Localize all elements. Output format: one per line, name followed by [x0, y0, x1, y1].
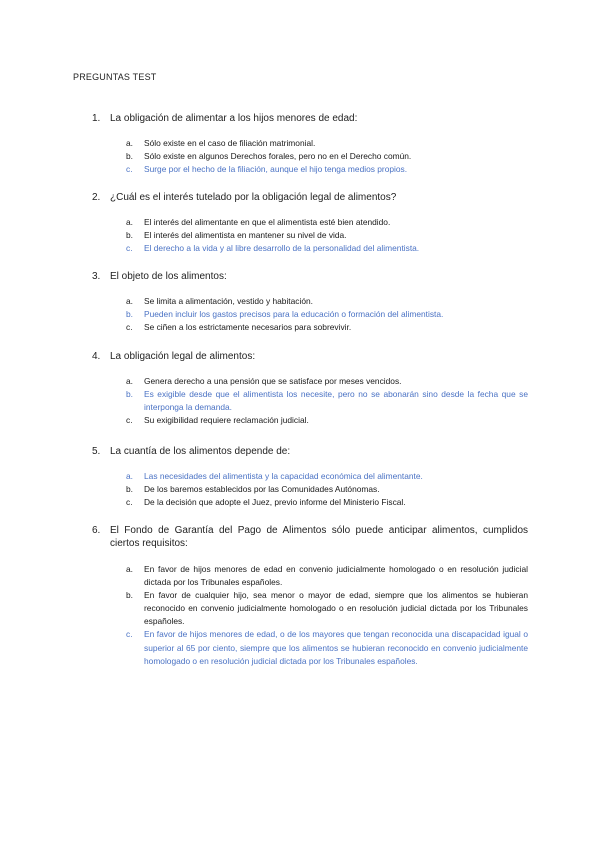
- question-text: El objeto de los alimentos:: [110, 271, 227, 282]
- option-text: De los baremos establecidos por las Comunidades Autónomas.: [144, 484, 380, 495]
- option-text: Pueden incluir los gastos precisos para la educación o formación del alimentista.: [144, 309, 444, 320]
- question-heading: [92, 270, 528, 283]
- question-text: El Fondo de Garantía del Pago de Alimentos sólo puede anticipar alimentos, cumplidos ciertos requisitos:: [110, 525, 528, 549]
- option-b: [126, 150, 528, 163]
- option-letter: b.: [126, 309, 133, 320]
- option-c-correct: [126, 242, 528, 255]
- option-letter: a.: [126, 376, 133, 386]
- option-a: [126, 563, 528, 589]
- question-2: [92, 191, 528, 255]
- option-text: En favor de hijos menores de edad, o de los mayores que tengan reconocida una discapacidad igual o superior al 65 por ciento, siempre que los alimentos se hubieran reconocido en convenio judicialmente homologado o en resolución judicial dictada por los Tribunales españoles.: [144, 629, 528, 666]
- option-text: Es exigible desde que el alimentista los necesite, pero no se abonarán sino desde la fecha que se interponga la demanda.: [144, 389, 528, 413]
- option-letter: c.: [126, 415, 133, 426]
- option-text: Sólo existe en el caso de filiación matrimonial.: [144, 138, 316, 148]
- options-list: [126, 375, 528, 427]
- option-a: [126, 295, 528, 308]
- option-letter: b.: [126, 389, 133, 400]
- option-c: [126, 321, 528, 334]
- option-text: Se limita a alimentación, vestido y habitación.: [144, 296, 313, 306]
- option-b-correct: [126, 388, 528, 414]
- question-text: La cuantía de los alimentos depende de:: [110, 446, 291, 457]
- option-a-correct: [126, 470, 528, 483]
- page-title: PREGUNTAS TEST: [73, 72, 157, 82]
- option-letter: a.: [126, 564, 133, 574]
- question-number: 3.: [92, 271, 101, 282]
- option-text: En favor de hijos menores de edad en convenio judicialmente homologado o en resolución judicial dictada por los Tribunales españoles.: [144, 564, 528, 588]
- option-c-correct: [126, 628, 528, 667]
- option-letter: c.: [126, 322, 133, 333]
- option-letter: b.: [126, 151, 133, 162]
- question-1: [92, 112, 528, 176]
- option-b: [126, 229, 528, 242]
- option-letter: b.: [126, 590, 133, 601]
- options-list: [126, 563, 528, 668]
- options-list: [126, 295, 528, 334]
- option-letter: c.: [126, 164, 133, 175]
- question-3: [92, 270, 528, 334]
- option-b: [126, 589, 528, 628]
- option-text: El derecho a la vida y al libre desarrollo de la personalidad del alimentista.: [144, 243, 420, 254]
- question-6: [92, 524, 528, 668]
- option-text: El interés del alimentante en que el alimentista esté bien atendido.: [144, 217, 391, 227]
- option-letter: c.: [126, 497, 133, 508]
- option-letter: c.: [126, 629, 133, 640]
- option-letter: a.: [126, 296, 133, 306]
- option-c: [126, 496, 528, 509]
- options-list: [126, 216, 528, 255]
- option-letter: b.: [126, 484, 133, 495]
- question-text: ¿Cuál es el interés tutelado por la obligación legal de alimentos?: [110, 192, 397, 203]
- options-list: [126, 137, 528, 176]
- question-number: 4.: [92, 351, 101, 362]
- question-number: 1.: [92, 113, 101, 124]
- option-text: Las necesidades del alimentista y la capacidad económica del alimentante.: [144, 471, 423, 481]
- option-text: Se ciñen a los estrictamente necesarios para sobrevivir.: [144, 322, 352, 333]
- option-text: Su exigibilidad requiere reclamación judicial.: [144, 415, 309, 426]
- question-heading: [92, 524, 528, 550]
- options-list: [126, 470, 528, 509]
- option-text: De la decisión que adopte el Juez, previo informe del Ministerio Fiscal.: [144, 497, 406, 508]
- question-text: La obligación de alimentar a los hijos menores de edad:: [110, 113, 358, 124]
- option-letter: a.: [126, 471, 133, 481]
- question-text: La obligación legal de alimentos:: [110, 351, 256, 362]
- option-letter: c.: [126, 243, 133, 254]
- option-c: [126, 414, 528, 427]
- option-text: Genera derecho a una pensión que se satisface por meses vencidos.: [144, 376, 402, 386]
- question-number: 5.: [92, 446, 101, 457]
- option-a: [126, 137, 528, 150]
- question-heading: [92, 191, 528, 204]
- question-4: [92, 350, 528, 427]
- option-letter: a.: [126, 138, 133, 148]
- question-heading: [92, 445, 528, 458]
- question-number: 2.: [92, 192, 101, 203]
- question-number: 6.: [92, 525, 101, 536]
- question-heading: [92, 112, 528, 125]
- option-b-correct: [126, 308, 528, 321]
- option-c-correct: [126, 163, 528, 176]
- option-text: El interés del alimentista en mantener su nivel de vida.: [144, 230, 347, 241]
- option-text: Surge por el hecho de la filiación, aunque el hijo tenga medios propios.: [144, 164, 408, 175]
- question-5: [92, 445, 528, 509]
- option-a: [126, 375, 528, 388]
- option-letter: b.: [126, 230, 133, 241]
- option-b: [126, 483, 528, 496]
- question-heading: [92, 350, 528, 363]
- option-text: Sólo existe en algunos Derechos forales, pero no en el Derecho común.: [144, 151, 412, 162]
- option-a: [126, 216, 528, 229]
- option-letter: a.: [126, 217, 133, 227]
- option-text: En favor de cualquier hijo, sea menor o mayor de edad, siempre que los alimentos se hubieran reconocido en convenio judicialmente homologado o en resolución judicial dictada por los Tribunales españoles.: [144, 590, 528, 627]
